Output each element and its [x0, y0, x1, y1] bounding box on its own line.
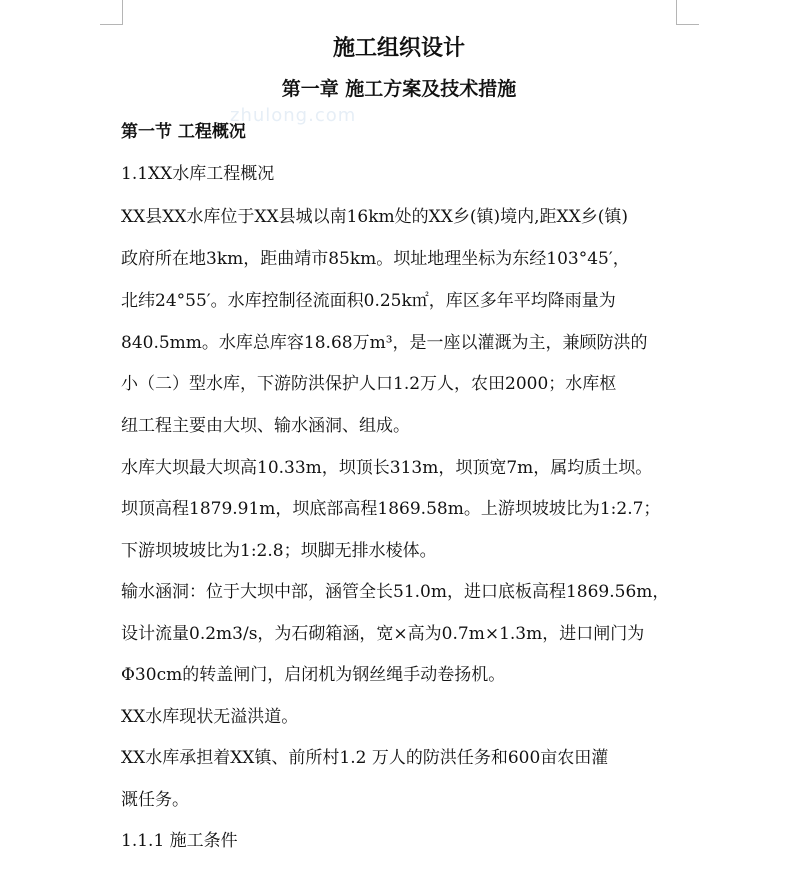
paragraph-line: XX县XX水库位于XX县城以南16km处的XX乡(镇)境内,距XX乡(镇) — [121, 207, 629, 227]
section-heading: 第一节 工程概况 — [121, 122, 246, 142]
paragraph-line: 小（二）型水库，下游防洪保护人口1.2万人，农田2000；水库枢 — [121, 374, 617, 394]
crop-mark-top-left — [100, 0, 123, 25]
subsection-heading: 1.1.1 施工条件 — [121, 831, 238, 851]
paragraph-line: XX水库现状无溢洪道。 — [121, 707, 299, 727]
paragraph-line: 840.5mm。水库总库容18.68万m³，是一座以灌溉为主，兼顾防洪的 — [121, 333, 648, 353]
paragraph-line: 输水涵洞：位于大坝中部，涵管全长51.0m，进口底板高程1869.56m， — [121, 582, 670, 602]
document-title: 施工组织设计 — [332, 35, 465, 61]
paragraph-line: 设计流量0.2m3/s，为石砌箱涵，宽×高为0.7m×1.3m，进口闸门为 — [121, 624, 645, 644]
paragraph-line: 坝顶高程1879.91m，坝底部高程1869.58m。上游坝坡坡比为1:2.7； — [121, 499, 661, 519]
paragraph-line: Φ30cm的转盖闸门，启闭机为钢丝绳手动卷扬机。 — [121, 665, 506, 685]
paragraph-line: 北纬24°55′。水库控制径流面积0.25k㎡，库区多年平均降雨量为 — [121, 291, 616, 311]
paragraph-line: XX水库承担着XX镇、前所村1.2 万人的防洪任务和600亩农田灌 — [121, 748, 609, 768]
paragraph-line: 溉任务。 — [121, 790, 189, 810]
watermark: zhulong.com — [230, 105, 357, 126]
subsection-heading: 1.1XX水库工程概况 — [121, 164, 275, 184]
paragraph-line: 纽工程主要由大坝、输水涵洞、组成。 — [121, 416, 410, 436]
paragraph-line: 下游坝坡坡比为1:2.8；坝脚无排水棱体。 — [121, 541, 437, 561]
paragraph-line: 水库大坝最大坝高10.33m，坝顶长313m，坝顶宽7m，属均质土坝。 — [121, 458, 653, 478]
chapter-title: 第一章 施工方案及技术措施 — [281, 78, 517, 100]
paragraph-line: 政府所在地3km，距曲靖市85km。坝址地理坐标为东经103°45′， — [121, 249, 630, 269]
crop-mark-top-right — [676, 0, 699, 25]
